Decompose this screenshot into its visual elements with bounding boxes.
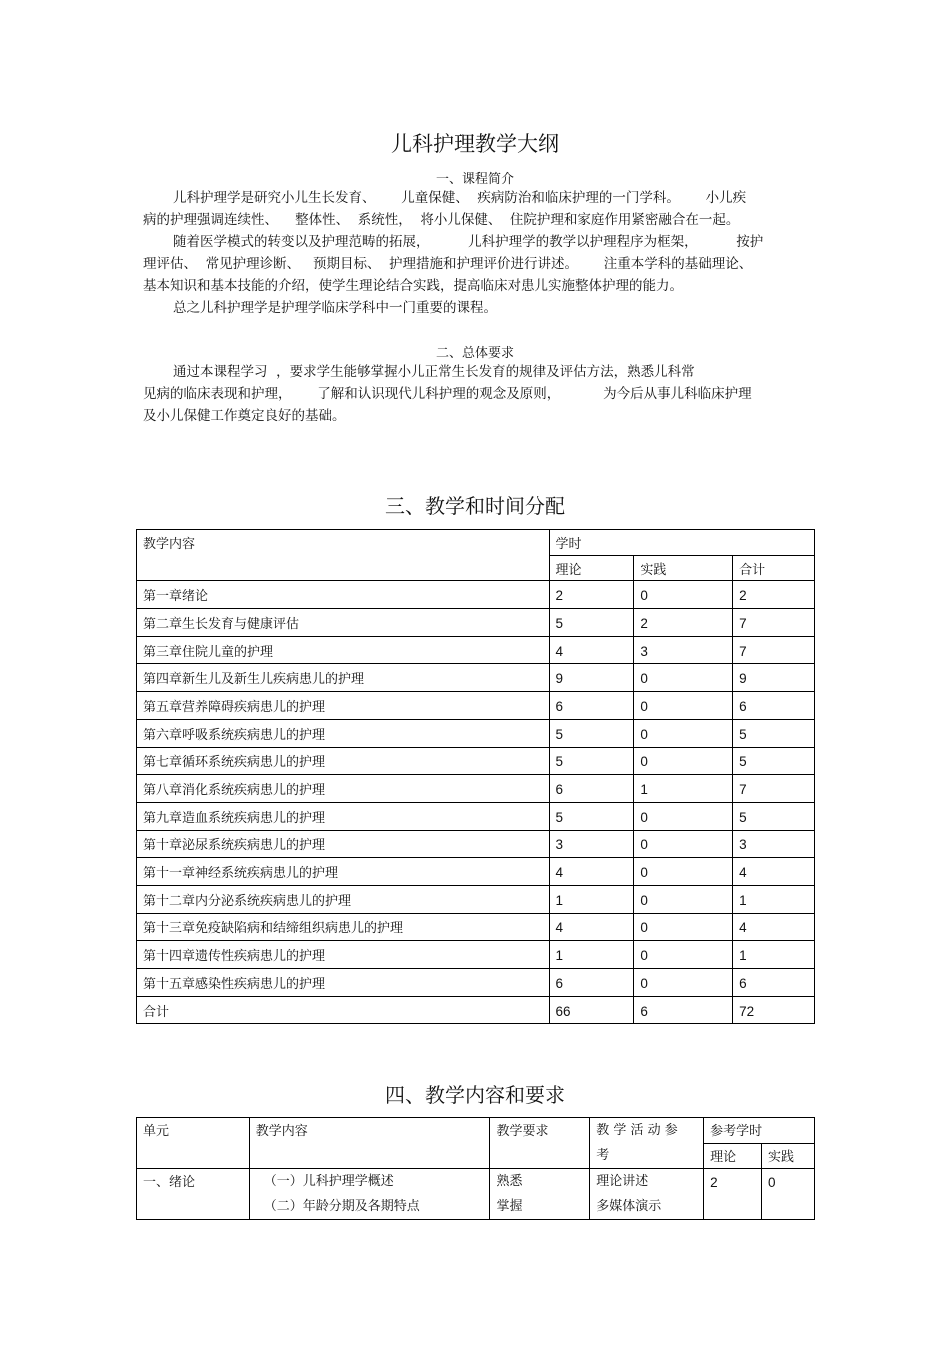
practice-hours: 0 <box>634 885 733 913</box>
table-row <box>137 913 815 941</box>
theory-hours: 6 <box>549 775 634 803</box>
chapter-name: 第三章住院儿童的护理 <box>137 636 550 664</box>
table-row <box>137 941 815 969</box>
theory-hours: 5 <box>549 747 634 775</box>
requirement-cell <box>490 1169 590 1220</box>
chapter-name: 第五章营养障碍疾病患儿的护理 <box>137 692 550 720</box>
practice-hours: 0 <box>634 941 733 969</box>
header-ref-practice: 实践 <box>762 1143 815 1169</box>
theory-hours: 66 <box>549 996 634 1024</box>
chapter-name: 第十三章免疫缺陷病和结缔组织病患儿的护理 <box>137 913 550 941</box>
header-activity <box>590 1118 704 1169</box>
ref-practice-value: 0 <box>762 1169 815 1220</box>
intro-p2-line2: 理评估、 常见护理诊断、 预期目标、 护理措施和护理评价进行讲述。 注重本学科的基础理论、 <box>143 256 753 272</box>
practice-hours: 0 <box>634 969 733 997</box>
table-row <box>137 609 815 637</box>
total-hours: 7 <box>733 636 815 664</box>
total-hours: 5 <box>733 802 815 830</box>
total-hours: 2 <box>733 581 815 609</box>
chapter-name: 第十章泌尿系统疾病患儿的护理 <box>137 830 550 858</box>
header-unit: 单元 <box>137 1118 250 1169</box>
table-row <box>137 664 815 692</box>
total-hours: 7 <box>733 775 815 803</box>
theory-hours: 6 <box>549 969 634 997</box>
total-hours: 3 <box>733 830 815 858</box>
chapter-name: 第一章绪论 <box>137 581 550 609</box>
practice-hours: 2 <box>634 609 733 637</box>
header-teaching-content: 教学内容 <box>137 530 550 581</box>
header-requirement: 教学要求 <box>490 1118 590 1169</box>
total-hours: 1 <box>733 941 815 969</box>
content-item-2: （二）年龄分期及各期特点 <box>263 1199 420 1214</box>
requirements-line2: 见病的临床表现和护理， 了解和认识现代儿科护理的观念及原则， 为今后从事儿科临床护理 <box>143 386 752 402</box>
header-practice: 实践 <box>634 555 733 581</box>
chapter-name: 第十一章神经系统疾病患儿的护理 <box>137 858 550 886</box>
header-total: 合计 <box>733 555 815 581</box>
table-row <box>137 719 815 747</box>
practice-hours: 6 <box>634 996 733 1024</box>
document-title: 儿科护理教学大纲 <box>391 132 559 156</box>
theory-hours: 4 <box>549 913 634 941</box>
total-hours: 4 <box>733 858 815 886</box>
total-hours: 5 <box>733 747 815 775</box>
total-hours: 4 <box>733 913 815 941</box>
chapter-name: 第八章消化系统疾病患儿的护理 <box>137 775 550 803</box>
activity-item-2: 多媒体演示 <box>596 1199 662 1214</box>
intro-p1-line2: 病的护理强调连续性、 整体性、 系统性， 将小儿保健、 住院护理和家庭作用紧密融合在一起。 <box>143 212 740 228</box>
practice-hours: 3 <box>634 636 733 664</box>
practice-hours: 0 <box>634 858 733 886</box>
theory-hours: 9 <box>549 664 634 692</box>
theory-hours: 4 <box>549 858 634 886</box>
ref-theory-value: 2 <box>704 1169 762 1220</box>
section-heading-requirements: 二、总体要求 <box>435 346 514 361</box>
table-row <box>137 747 815 775</box>
table-row <box>137 969 815 997</box>
theory-hours: 5 <box>549 609 634 637</box>
intro-p2-line3: 基本知识和基本技能的介绍，使学生理论结合实践，提高临床对患儿实施整体护理的能力。 <box>143 278 683 294</box>
requirement-item-1: 熟悉 <box>496 1174 523 1189</box>
section-heading-course-intro: 一、课程简介 <box>435 172 514 187</box>
theory-hours: 6 <box>549 692 634 720</box>
total-hours: 1 <box>733 885 815 913</box>
practice-hours: 0 <box>634 830 733 858</box>
requirements-line3: 及小儿保健工作奠定良好的基础。 <box>143 408 346 424</box>
practice-hours: 0 <box>634 692 733 720</box>
chapter-name: 第二章生长发育与健康评估 <box>137 609 550 637</box>
chapter-name: 第六章呼吸系统疾病患儿的护理 <box>137 719 550 747</box>
total-hours: 6 <box>733 969 815 997</box>
header-theory: 理论 <box>549 555 634 581</box>
header-activity-line2: 考 <box>596 1148 610 1163</box>
requirement-item-2: 掌握 <box>496 1199 523 1214</box>
theory-hours: 3 <box>549 830 634 858</box>
total-hours: 9 <box>733 664 815 692</box>
header-content: 教学内容 <box>249 1118 490 1169</box>
chapter-name: 第四章新生儿及新生儿疾病患儿的护理 <box>137 664 550 692</box>
practice-hours: 0 <box>634 747 733 775</box>
table-row <box>137 830 815 858</box>
theory-hours: 4 <box>549 636 634 664</box>
header-ref-theory: 理论 <box>704 1143 762 1169</box>
table-row <box>137 692 815 720</box>
theory-hours: 1 <box>549 885 634 913</box>
total-hours: 5 <box>733 719 815 747</box>
header-hours: 学时 <box>549 530 814 556</box>
chapter-name: 第九章造血系统疾病患儿的护理 <box>137 802 550 830</box>
activity-item-1: 理论讲述 <box>596 1174 649 1189</box>
table-row <box>137 885 815 913</box>
content-requirements-table <box>136 1117 815 1220</box>
total-hours: 6 <box>733 692 815 720</box>
table-row <box>137 581 815 609</box>
requirements-line1: 通过本课程学习 ，要求学生能够掌握小儿正常生长发育的规律及评估方法，熟悉儿科常 <box>143 364 695 380</box>
theory-hours: 5 <box>549 802 634 830</box>
theory-hours: 1 <box>549 941 634 969</box>
practice-hours: 0 <box>634 802 733 830</box>
table-row <box>137 636 815 664</box>
unit-cell: 一、绪论 <box>137 1169 250 1220</box>
total-hours: 72 <box>733 996 815 1024</box>
table-row <box>137 996 815 1024</box>
intro-p2-line1: 随着医学模式的转变以及护理范畴的拓展， 儿科护理学的教学以护理程序为框架， 按护 <box>143 234 764 250</box>
content-item-1: （一）儿科护理学概述 <box>263 1174 394 1189</box>
chapter-name: 第七章循环系统疾病患儿的护理 <box>137 747 550 775</box>
table-row <box>137 802 815 830</box>
header-ref-hours: 参考学时 <box>704 1118 815 1144</box>
intro-p1-line1: 儿科护理学是研究小儿生长发育、 儿童保健、 疾病防治和临床护理的一门学科。 小儿疾 <box>143 190 747 206</box>
theory-hours: 5 <box>549 719 634 747</box>
practice-hours: 1 <box>634 775 733 803</box>
practice-hours: 0 <box>634 913 733 941</box>
chapter-name: 第十四章遗传性疾病患儿的护理 <box>137 941 550 969</box>
activity-cell <box>590 1169 704 1220</box>
chapter-name: 第十五章感染性疾病患儿的护理 <box>137 969 550 997</box>
chapter-name: 第十二章内分泌系统疾病患儿的护理 <box>137 885 550 913</box>
chapter-name: 合计 <box>137 996 550 1024</box>
content-cell <box>249 1169 490 1220</box>
table-row <box>137 775 815 803</box>
intro-p3: 总之儿科护理学是护理学临床学科中一门重要的课程。 <box>143 300 498 316</box>
total-hours: 7 <box>733 609 815 637</box>
section-heading-time-allocation: 三、教学和时间分配 <box>385 494 565 518</box>
practice-hours: 0 <box>634 719 733 747</box>
practice-hours: 0 <box>634 664 733 692</box>
practice-hours: 0 <box>634 581 733 609</box>
header-activity-line1: 教 学 活 动 参 <box>596 1123 678 1138</box>
time-allocation-table <box>136 529 815 1024</box>
section-heading-content-requirements: 四、教学内容和要求 <box>385 1083 565 1107</box>
table-row <box>137 858 815 886</box>
theory-hours: 2 <box>549 581 634 609</box>
